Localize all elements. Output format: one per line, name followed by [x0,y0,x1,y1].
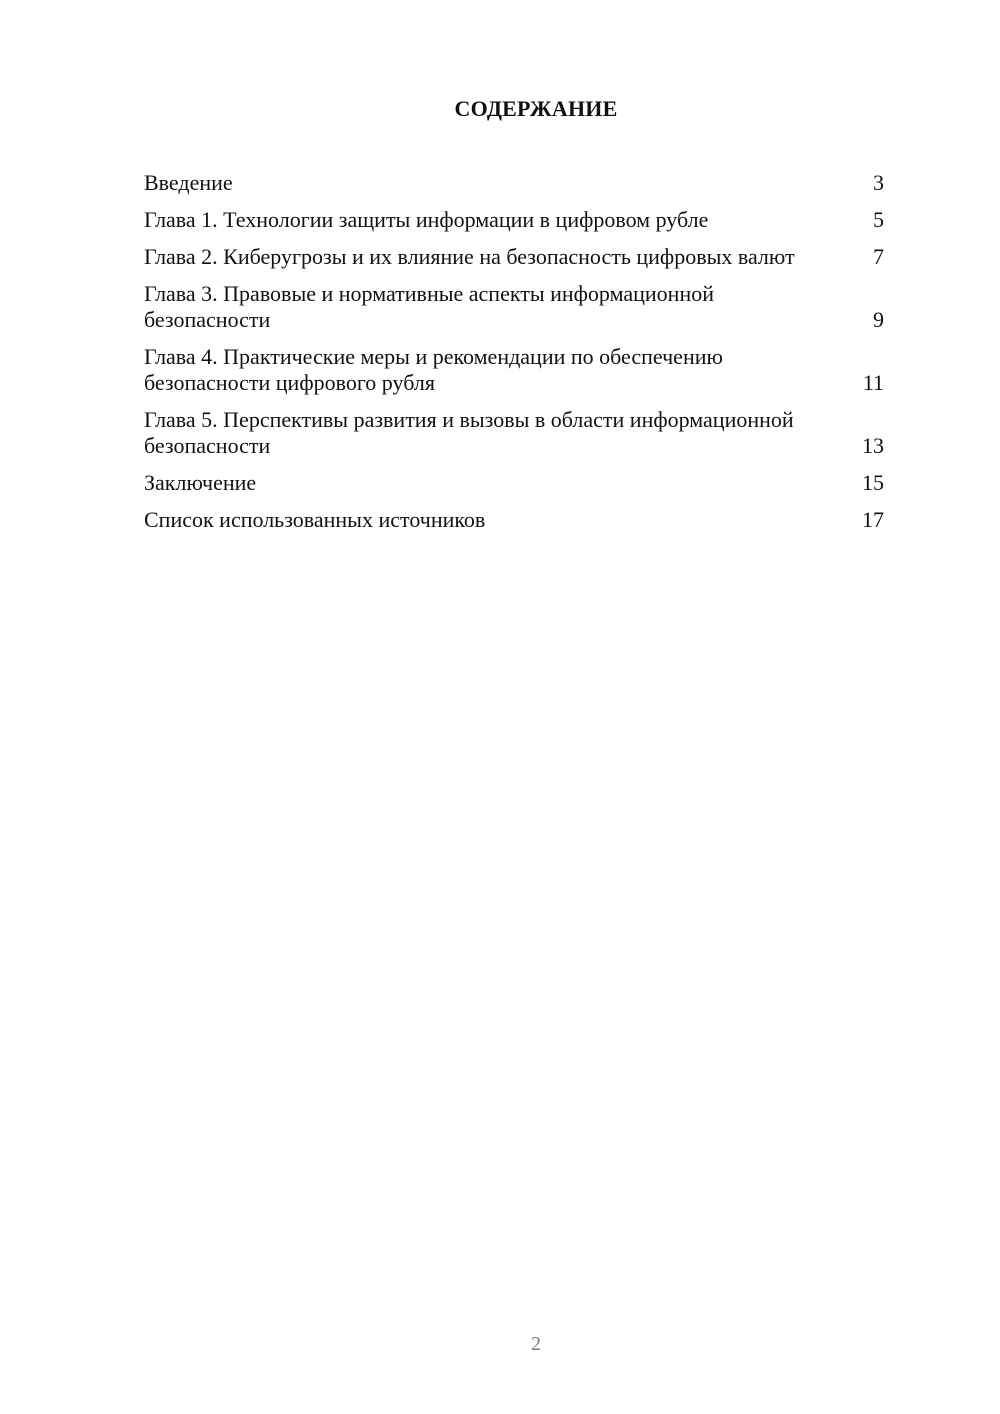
toc-entry[interactable] [144,407,920,459]
toc-entry-label: Заключение [144,470,257,495]
toc-entry[interactable] [144,281,920,333]
toc-entry[interactable] [144,207,920,233]
toc-entry-label: Глава 2. Киберугрозы и их влияние на безопасность цифровых валют [144,244,795,269]
toc-entry[interactable] [144,344,920,396]
toc-entry-page: 11 [862,370,884,395]
toc-entry-label: Глава 4. Практические меры и рекомендации по обеспечению безопасности цифрового рубля [144,344,723,395]
toc-entry[interactable] [144,170,920,196]
toc-entry[interactable] [144,470,920,496]
toc-entry-page: 7 [873,244,884,269]
toc-entry-page: 15 [862,470,884,495]
table-of-contents [144,170,920,544]
toc-entry-page: 9 [873,307,884,332]
page-title: СОДЕРЖАНИЕ [454,96,618,121]
toc-entry-label: Глава 3. Правовые и нормативные аспекты информационной безопасности [144,281,715,332]
toc-entry-page: 17 [862,507,884,532]
toc-entry-label: Список использованных источников [144,507,486,532]
toc-entry[interactable] [144,244,920,270]
toc-entry-page: 13 [862,433,884,458]
toc-entry-page: 3 [873,170,884,195]
toc-entry-label: Введение [144,170,233,195]
page-number: 2 [531,1333,541,1355]
toc-entry[interactable] [144,507,920,533]
toc-entry-label: Глава 1. Технологии защиты информации в цифровом рубле [144,207,709,232]
toc-entry-label: Глава 5. Перспективы развития и вызовы в области информационной безопасности [144,407,794,458]
toc-entry-page: 5 [873,207,884,232]
